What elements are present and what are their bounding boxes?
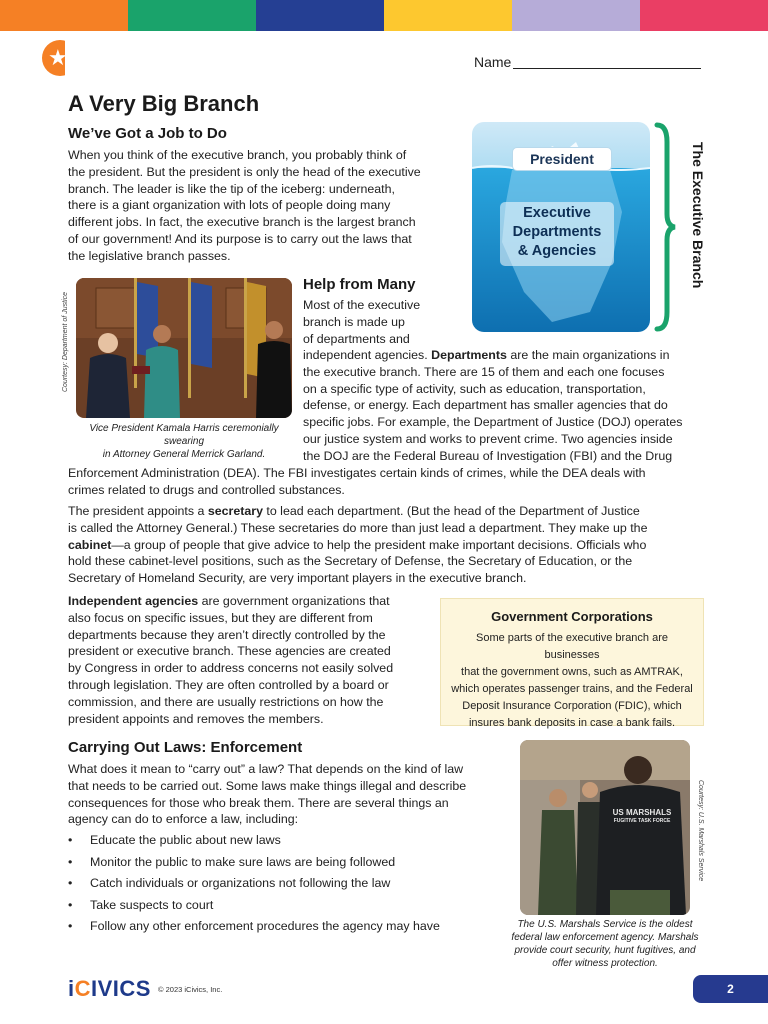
text-line: branch. The leader is like the tip of the iceberg: underneath, xyxy=(68,181,395,196)
text-line: the DOJ are the Federal Bureau of Investigation (FBI) and the Drug xyxy=(303,448,673,463)
vest-text xyxy=(606,808,678,826)
text-line xyxy=(68,503,708,520)
section-heading-job: We’ve Got a Job to Do xyxy=(68,125,227,142)
section3-paragraph xyxy=(68,761,508,828)
box-line: Deposit Insurance Corporation (FDIC), which xyxy=(462,700,682,712)
secretary-paragraph xyxy=(68,503,708,587)
text-run: —a group of people that give advice to help the president make important decisions. Officials who xyxy=(111,537,647,552)
logo-part: IVICS xyxy=(91,976,151,1001)
president-label: President xyxy=(512,147,612,171)
section2-narrow-text xyxy=(303,297,453,347)
list-item: • Educate the public about new laws xyxy=(68,832,508,854)
page-number: 2 xyxy=(693,975,768,1003)
photo1-caption xyxy=(76,422,292,461)
text-line xyxy=(68,593,428,610)
name-label: Name xyxy=(474,54,512,70)
box-line: insures bank deposits in case a bank fails. xyxy=(468,717,676,729)
section2-full-text xyxy=(68,465,708,499)
box-line: that the government owns, such as AMTRAK, xyxy=(461,666,683,678)
text-line: consequences for those who break them. There are several things an xyxy=(68,795,449,810)
text-line: hold these cabinet-level positions, such as the Secretary of Defense, the Secretary of Education, or the xyxy=(68,554,633,569)
caption-line: Vice President Kamala Harris ceremonially swearing xyxy=(89,423,279,447)
photo2-caption xyxy=(500,918,710,970)
copyright-text: © 2023 iCivics, Inc. xyxy=(158,985,223,994)
list-item: • Catch individuals or organizations not following the law xyxy=(68,875,508,897)
icivics-star-icon: ★ xyxy=(42,40,78,76)
label-line: Departments xyxy=(512,224,602,240)
brace-icon xyxy=(653,122,677,332)
photo-illustration xyxy=(76,278,292,418)
text-line: our justice system and works to prevent crime. Two agencies inside xyxy=(303,431,673,446)
text-line: on a specific type of activity, such as education, transportation, xyxy=(303,381,646,396)
caption-line: offer witness protection. xyxy=(552,958,658,969)
page-title: A Very Big Branch xyxy=(68,91,260,116)
text-line: there is a giant organization with lots of people doing many xyxy=(68,198,391,213)
text-line: by Congress in order to address concerns not easily solved xyxy=(68,661,394,676)
text-run: are the main organizations in xyxy=(506,348,670,362)
list-item: • Follow any other enforcement procedures the agency may have xyxy=(68,918,508,940)
executive-branch-side-label: The Executive Branch xyxy=(690,142,706,289)
text-line: defense, or energy. Each department has smaller agencies that do xyxy=(303,398,668,413)
government-corporations-box xyxy=(440,598,704,729)
text-line: different jobs. In fact, the executive branch is the largest branch xyxy=(68,215,416,230)
section-heading-enforcement: Carrying Out Laws: Enforcement xyxy=(68,739,303,756)
text-line: the president. But the president is only the head of the executive xyxy=(68,164,421,179)
text-line: also focus on specific issues, but they are different from xyxy=(68,610,373,625)
text-line xyxy=(303,347,703,364)
icivics-footer-logo xyxy=(68,976,151,1002)
term-secretary: secretary xyxy=(207,504,263,518)
caption-line: in Attorney General Merrick Garland. xyxy=(102,449,266,460)
text-line: agency can do to enforce a law, including: xyxy=(68,812,299,827)
text-line: crimes related to drugs and controlled substances. xyxy=(68,482,345,497)
text-line: Most of the executive xyxy=(303,298,421,312)
list-item: • Monitor the public to make sure laws are being followed xyxy=(68,854,508,876)
text-line: branch is made up xyxy=(303,314,405,329)
term-independent-agencies: Independent agencies xyxy=(68,594,199,608)
text-line: is called the Attorney General.) These secretaries do more than just lead a department. They make up the xyxy=(68,520,648,535)
text-line: Enforcement Administration (DEA). The FBI investigates certain kinds of crimes, while the DEA deals with xyxy=(68,466,646,480)
caption-line: provide court security, hunt fugitives, and xyxy=(514,945,696,956)
swearing-in-photo xyxy=(76,278,292,418)
color-segment xyxy=(128,0,256,31)
color-segment xyxy=(0,0,128,31)
departments-label xyxy=(500,202,614,266)
text-line: president or executive branch. These agencies are created xyxy=(68,644,391,659)
box-line: which operates passenger trains, and the Federal xyxy=(451,683,693,695)
text-line: departments because they aren’t directly controlled by the xyxy=(68,627,386,642)
box-body xyxy=(449,630,695,732)
section-heading-help: Help from Many xyxy=(303,276,416,293)
photo-credit: Courtesy: Department of Justice xyxy=(62,292,69,392)
caption-line: federal law enforcement agency. Marshals xyxy=(511,932,699,943)
caption-line: The U.S. Marshals Service is the oldest xyxy=(517,919,693,930)
color-segment xyxy=(256,0,384,31)
iceberg-graphic xyxy=(472,122,650,332)
text-line: commission, and there are usually restrictions on how the xyxy=(68,694,384,709)
box-line: Some parts of the executive branch are businesses xyxy=(476,632,668,661)
text-run: The president appoints a xyxy=(68,504,208,518)
name-field-line[interactable] xyxy=(513,68,701,69)
independent-agencies-paragraph xyxy=(68,593,428,727)
vest-line: FUGITIVE TASK FORCE xyxy=(613,818,671,824)
text-line: the legislative branch passes. xyxy=(68,248,231,263)
term-departments: Departments xyxy=(431,348,507,362)
text-run: independent agencies. xyxy=(303,348,432,362)
enforcement-list xyxy=(68,832,508,940)
text-run: are government organizations that xyxy=(198,594,390,608)
box-title: Government Corporations xyxy=(491,609,653,624)
top-color-bar xyxy=(0,0,768,31)
text-line: Secretary of Homeland Security, are very important players in the executive branch. xyxy=(68,571,527,586)
text-line: When you think of the executive branch, you probably think of xyxy=(68,148,407,162)
us-marshals-photo xyxy=(520,740,690,915)
photo-illustration xyxy=(520,740,690,915)
color-segment xyxy=(512,0,640,31)
color-segment xyxy=(384,0,512,31)
label-line: Executive xyxy=(523,205,591,221)
label-line: & Agencies xyxy=(517,243,597,259)
text-line: president appoints and removes the members. xyxy=(68,711,324,726)
text-line: the executive branch. There are 15 of them and each one focuses xyxy=(303,364,665,379)
text-line: of our government! And its purpose is to carry out the laws that xyxy=(68,231,412,246)
color-segment xyxy=(640,0,768,31)
vest-line: US MARSHALS xyxy=(612,808,672,817)
text-line xyxy=(68,537,708,554)
text-line: What does it mean to “carry out” a law? That depends on the kind of law xyxy=(68,762,464,776)
text-line: specific jobs. For example, the Department of Justice (DOJ) operates xyxy=(303,415,683,430)
text-line: through legislation. They are often controlled by a board or xyxy=(68,677,389,692)
text-line: of departments and xyxy=(303,331,410,346)
section2-wide-text xyxy=(303,347,703,465)
text-line: that needs to be carried out. Some laws make things illegal and describe xyxy=(68,778,467,793)
photo-credit: Courtesy: U.S. Marshals Service xyxy=(697,780,704,882)
logo-part: i xyxy=(68,976,75,1001)
section1-paragraph xyxy=(68,147,458,265)
term-cabinet: cabinet xyxy=(68,537,112,552)
logo-part: C xyxy=(74,976,92,1001)
text-run: to lead each department. (But the head of the Department of Justice xyxy=(262,504,640,518)
list-item: • Take suspects to court xyxy=(68,897,508,919)
